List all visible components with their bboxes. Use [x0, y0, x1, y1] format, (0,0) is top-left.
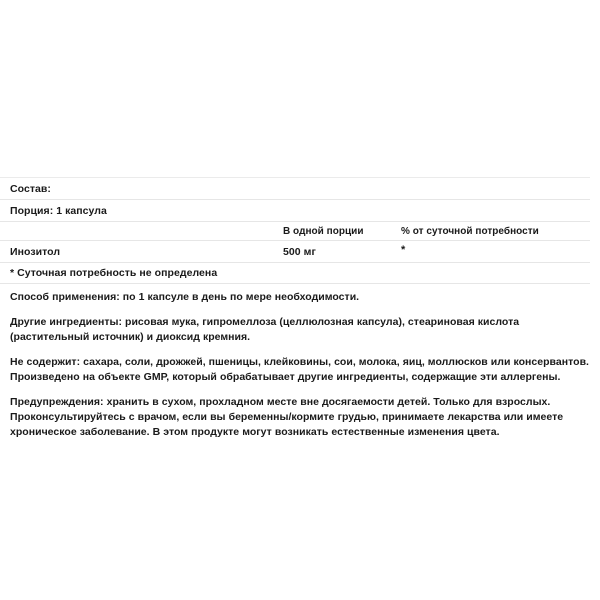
- table-header-row: [0, 221, 590, 240]
- free-of-paragraph: Не содержит: сахара, соли, дрожжей, пшеницы, клейковины, сои, молока, яиц, моллюсков или консервантов. Произведено на объекте GMP, который обрабатывает другие ингредиенты, содержащие эти аллергены.: [10, 356, 589, 383]
- column-header-amount-per-serving: В одной порции: [283, 225, 364, 237]
- nutrient-name: Инозитол: [10, 245, 61, 258]
- supplement-facts-table: [0, 177, 590, 284]
- table-row-footnote: [0, 262, 590, 283]
- table-row-serving-size: [0, 199, 590, 221]
- daily-value-footnote: * Суточная потребность не определена: [10, 267, 218, 279]
- table-row: [0, 240, 590, 262]
- nutrient-daily-value: *: [401, 244, 406, 256]
- table-row-composition: [0, 177, 590, 199]
- warnings-paragraph: Предупреждения: хранить в сухом, прохладном месте вне досягаемости детей. Только для взрослых. Проконсультируйтесь с врачом, если вы беременны/кормите грудью, принимаете лекарства или имеете хроническое заболевание. В этом продукте могут возникать естественные изменения цвета.: [10, 396, 564, 438]
- serving-size-label: Порция: 1 капсула: [10, 204, 107, 217]
- nutrient-amount: 500 мг: [283, 245, 316, 258]
- directions-paragraph: Способ применения: по 1 капсуле в день по мере необходимости.: [10, 291, 360, 303]
- composition-label: Состав:: [10, 182, 51, 195]
- table-bottom-divider: [0, 283, 590, 284]
- column-header-percent-daily-value: % от суточной потребности: [401, 225, 539, 237]
- label-body-text: [10, 290, 592, 440]
- other-ingredients-paragraph: Другие ингредиенты: рисовая мука, гипромеллоза (целлюлозная капсула), стеариновая кислота (растительный источник) и диоксид кремния.: [10, 316, 520, 343]
